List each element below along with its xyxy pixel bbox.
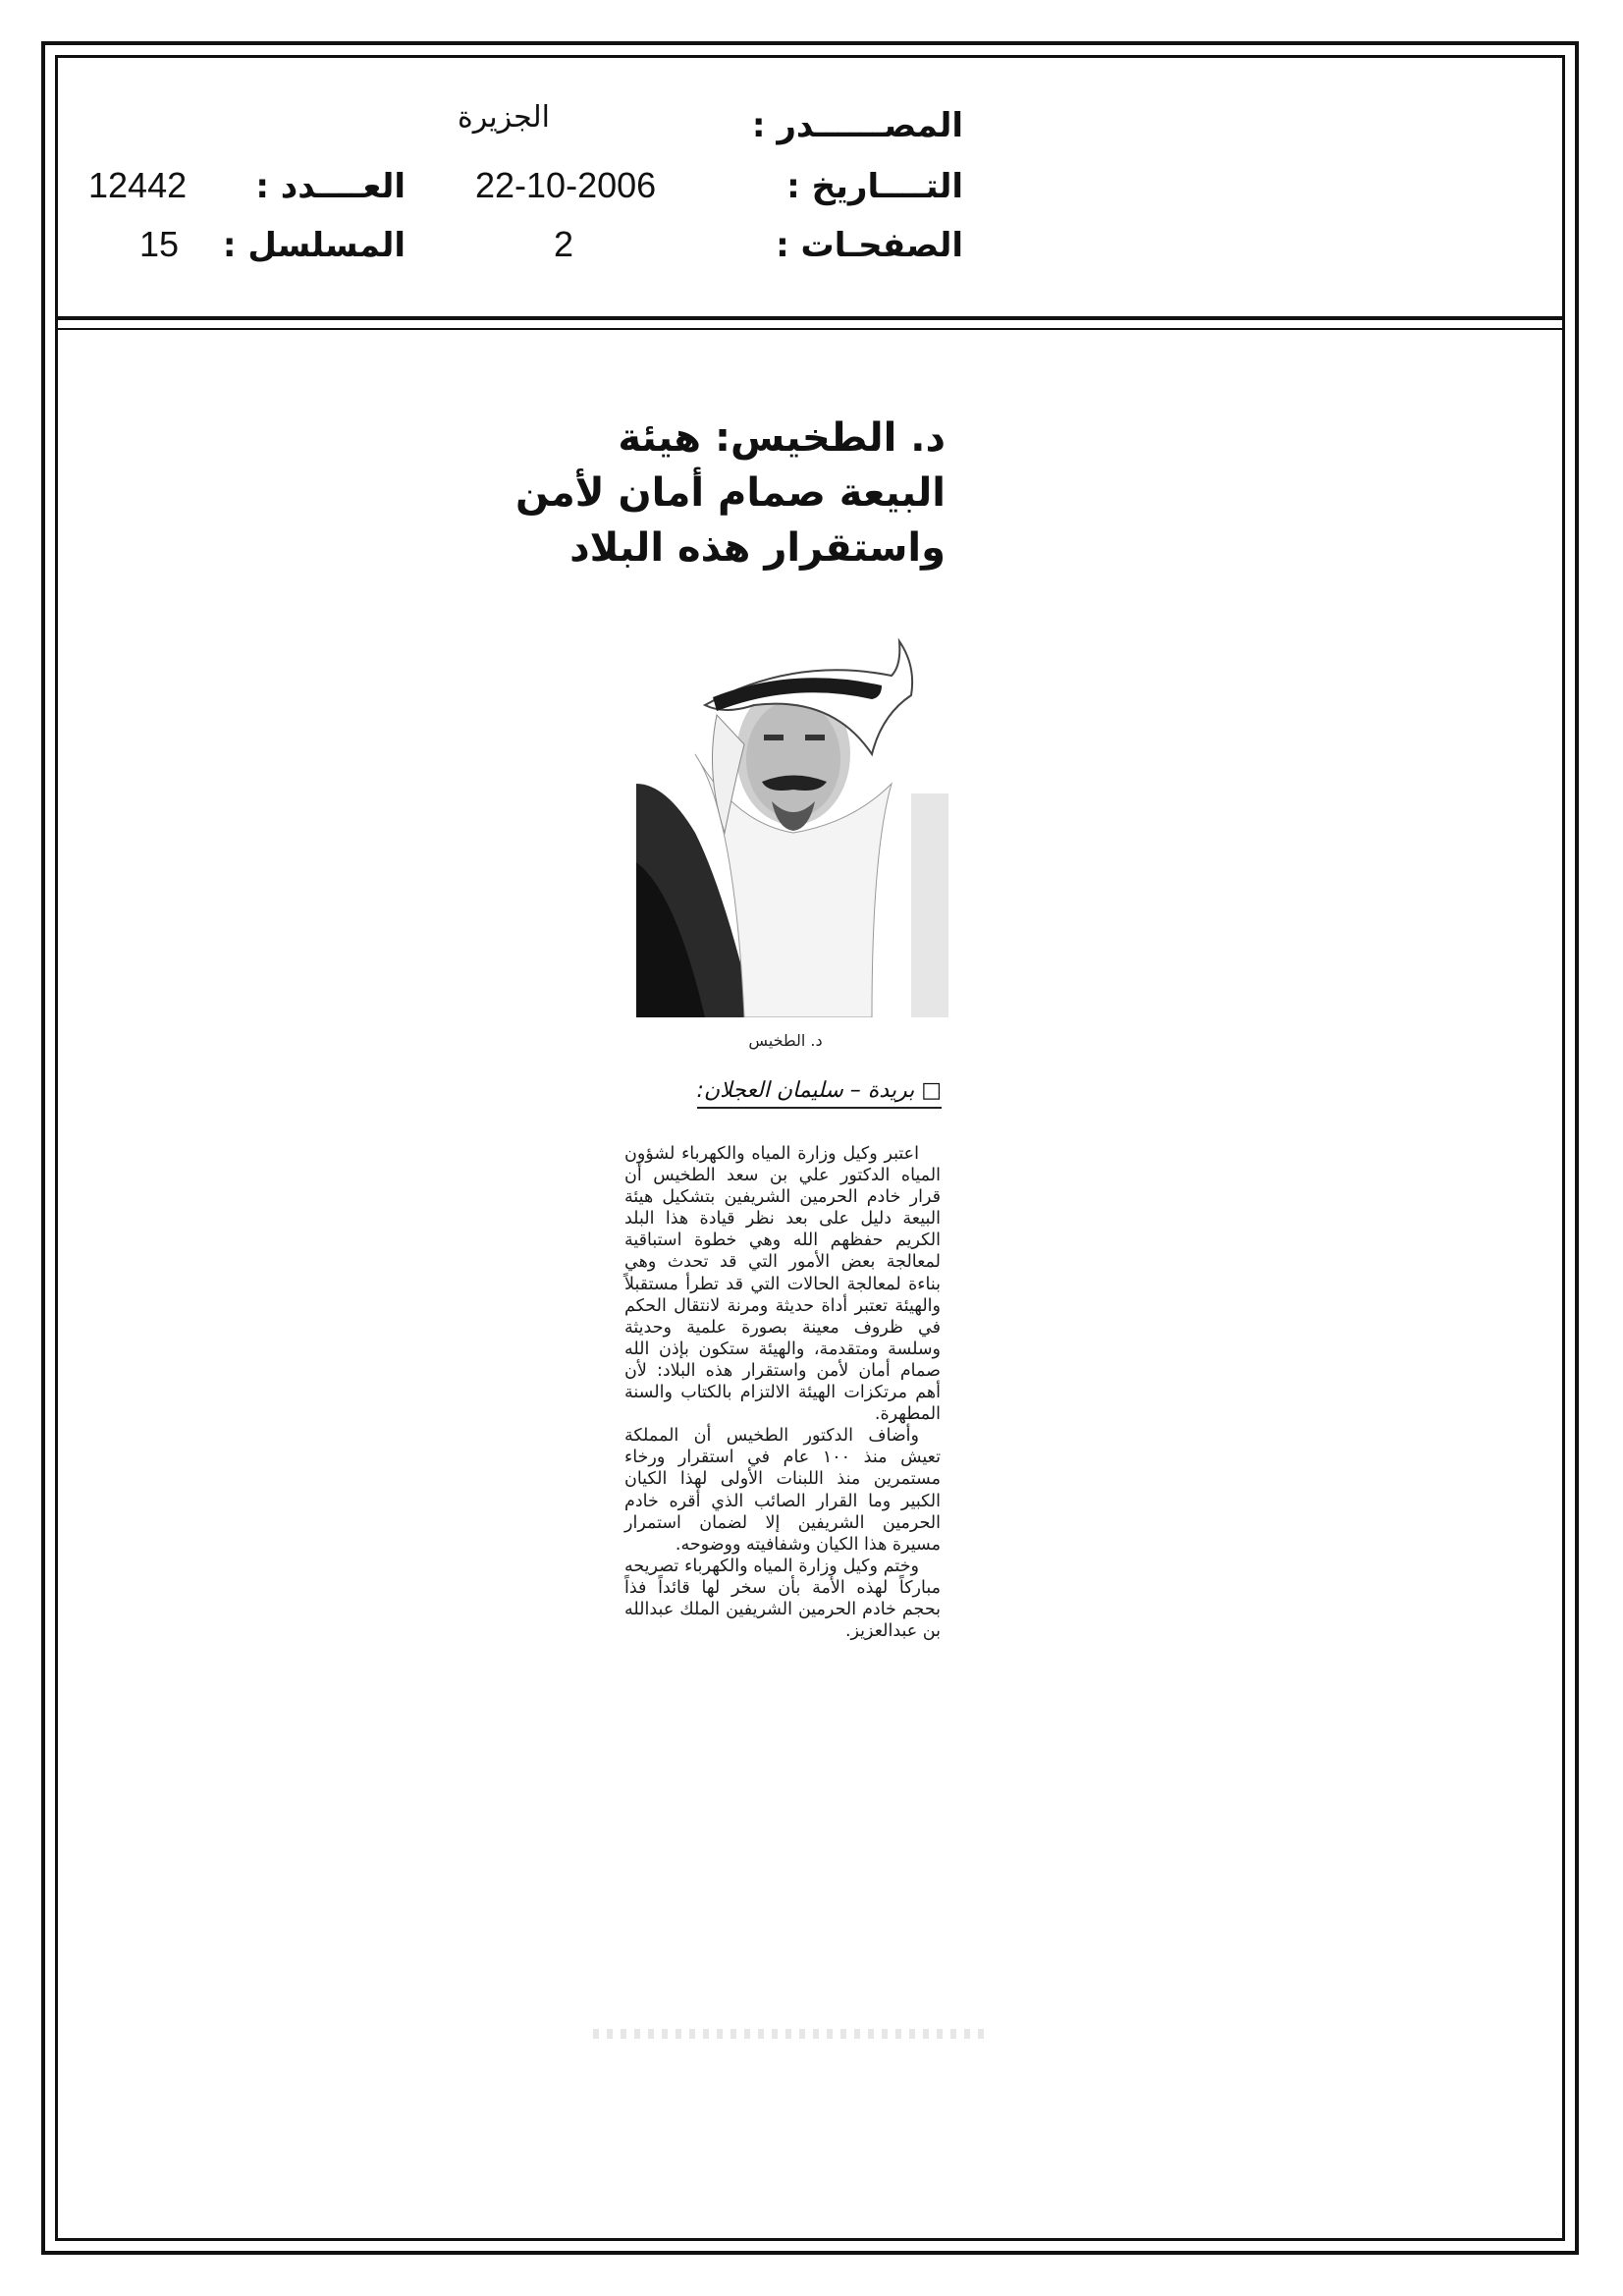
article-body [624,1143,941,1642]
issue-value: 12442 [88,165,188,205]
headline-line-2: البيعة صمام أمان لأمن [515,470,946,516]
serial-value: 15 [139,224,180,264]
byline: □ بريدة – سليمان العجلان: [697,1078,942,1109]
photo-caption: د. الطخيس [748,1031,823,1050]
article-paragraph-2: وأضاف الدكتور الطخيس أن المملكة تعيش منذ ١٠٠ عام في استقرار ورخاء مستمرين منذ اللبنات الأولى لهذا الكيان الكبير وما القرار الصائب الذي أقره خادم الحرمين الشريفين إلا لضمان استمرار مسيرة هذا الكيان وشفافيته ووضوحه. [624,1426,941,1555]
portrait-photo [636,636,948,1017]
headline-line-1: د. الطخيس: هيئة [618,415,946,461]
date-value: 22-10-2006 [475,165,657,205]
pages-value: 2 [554,224,574,264]
article-paragraph-1: اعتبر وكيل وزارة المياه والكهرباء لشؤون المياه الدكتور علي بن سعد الطخيس أن قرار خادم الحرمين الشريفين بتشكيل هيئة البيعة دليل على بعد نظر قيادة هذا البلد الكريم حفظهم الله وهي خطوة استباقية لمعالجة بعض الأمور التي قد تحدث وهي بناءة لمعالجة الحالات التي قد تطرأ مستقبلاً والهيئة تعتبر أداة حديثة ومرنة لانتقال الحكم في ظروف معينة بصورة علمية وحديثة وسلسة ومتقدمة، والهيئة ستكون بإذن الله صمام أمان لأمن واستقرار هذه البلاد: لأن أهم مرتكزات الهيئة الالتزام بالكتاب والسنة المطهرة. [624,1144,941,1425]
source-label: المصــــــدر : [751,106,963,145]
issue-label: العــــدد : [255,167,406,206]
pages-label: الصفحـات : [776,226,963,265]
scan-smudge [593,2029,986,2039]
header-divider-thin [55,328,1565,330]
date-label: التــــاريخ : [786,167,963,206]
article-paragraph-3: وختم وكيل وزارة المياه والكهرباء تصريحه مباركاً لهذه الأمة بأن سخر لها قائداً فذاً بحجم خادم الحرمين الشريفين الملك عبدالله بن عبدالعزيز. [624,1556,941,1642]
headline-line-3: واستقرار هذه البلاد [569,525,946,571]
header-divider [55,316,1565,320]
article-headline [515,410,946,575]
serial-label: المسلسل : [222,226,406,265]
source-value: الجزيرة [458,100,551,135]
